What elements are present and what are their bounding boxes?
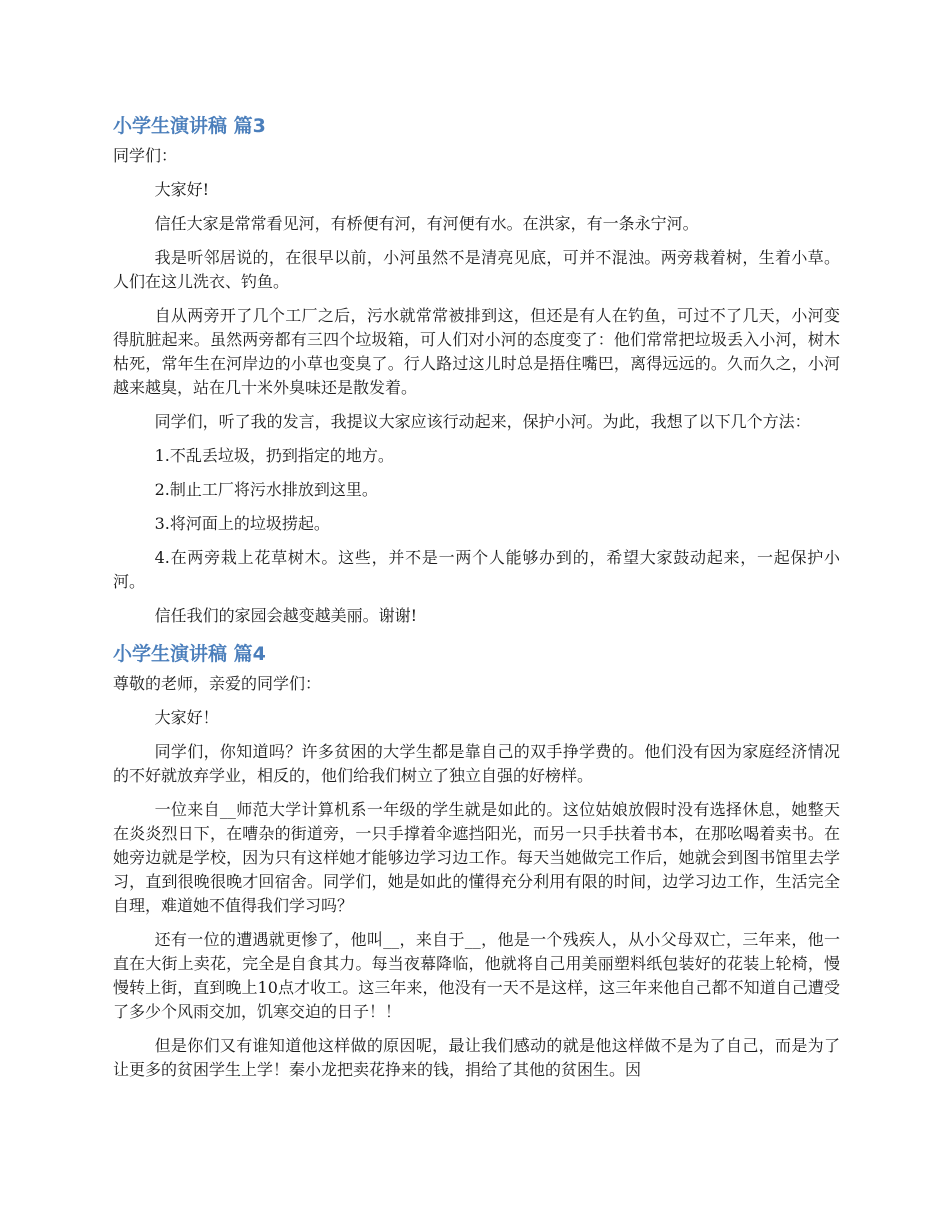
section-title: 小学生演讲稿 篇3 <box>113 115 266 137</box>
paragraph: 信任我们的家园会越变越美丽。谢谢! <box>154 606 418 625</box>
paragraph: 同学们，听了我的发言，我提议大家应该行动起来，保护小河。为此，我想了以下几个方法： <box>154 412 811 431</box>
paragraph: 大家好! <box>154 180 210 199</box>
list-item: 2.制止工厂将污水排放到这里。 <box>154 480 378 499</box>
paragraph: 自从两旁开了几个工厂之后，污水就常常被排到这，但还是有人在钓鱼，可过不了几天，小河变得肮脏起来。虽然两旁都有三四个垃圾箱，可人们对小河的态度变了：他们常常把垃圾丢入小河，树木枯死，常年生在河岸边的小草也变臭了。行人路过这儿时总是捂住嘴巴，离得远远的。久而久之，小河越来越臭，站在几十米外臭味还是散发着。 <box>113 306 840 397</box>
paragraph: 但是你们又有谁知道他这样做的原因呢，最让我们感动的就是他这样做不是为了自己，而是为了让更多的贫困学生上学！秦小龙把卖花挣来的钱，捐给了其他的贫困生。因 <box>113 1036 840 1079</box>
paragraph: 大家好！ <box>154 708 219 727</box>
paragraph: 同学们，你知道吗？许多贫困的大学生都是靠自己的双手挣学费的。他们没有因为家庭经济情况的不好就放弃学业，相反的，他们给我们树立了独立自强的好榜样。 <box>113 742 840 785</box>
section-title: 小学生演讲稿 篇4 <box>113 643 266 665</box>
list-item: 3.将河面上的垃圾捞起。 <box>154 514 330 533</box>
salutation: 同学们： <box>113 146 178 165</box>
salutation: 尊敬的老师，亲爱的同学们： <box>113 674 322 693</box>
list-item: 4.在两旁栽上花草树木。这些，并不是一两个人能够办到的，希望大家鼓动起来，一起保护小河。 <box>113 548 840 591</box>
paragraph: 还有一位的遭遇就更惨了，他叫__，来自于__，他是一个残疾人，从小父母双亡，三年来，他一直在大街上卖花，完全是自食其力。每当夜幕降临，他就将自己用美丽塑料纸包装好的花装上轮椅，慢慢转上街，直到晚上10点才收工。这三年来，他没有一天不是这样，这三年来他自己都不知道自己遭受了多少个风雨交加，饥寒交迫的日子！！ <box>113 930 840 1021</box>
list-item: 1.不乱丢垃圾，扔到指定的地方。 <box>154 446 394 465</box>
speech-section-3 <box>113 112 840 628</box>
speech-section-4 <box>113 640 840 1082</box>
paragraph: 信任大家是常常看见河，有桥便有河，有河便有水。在洪家，有一条永宁河。 <box>154 214 699 233</box>
paragraph: 一位来自__师范大学计算机系一年级的学生就是如此的。这位姑娘放假时没有选择休息，她整天在炎炎烈日下，在嘈杂的街道旁，一只手撑着伞遮挡阳光，而另一只手扶着书本，在那吆喝着卖书。在她旁边就是学校，因为只有这样她才能够边学习边工作。每天当她做完工作后，她就会到图书馆里去学习，直到很晚很晚才回宿舍。同学们，她是如此的懂得充分利用有限的时间，边学习边工作，生活完全自理，难道她不值得我们学习吗？ <box>113 800 840 915</box>
paragraph: 我是听邻居说的，在很早以前，小河虽然不是清亮见底，可并不混浊。两旁栽着树，生着小草。人们在这儿洗衣、钓鱼。 <box>113 248 840 291</box>
